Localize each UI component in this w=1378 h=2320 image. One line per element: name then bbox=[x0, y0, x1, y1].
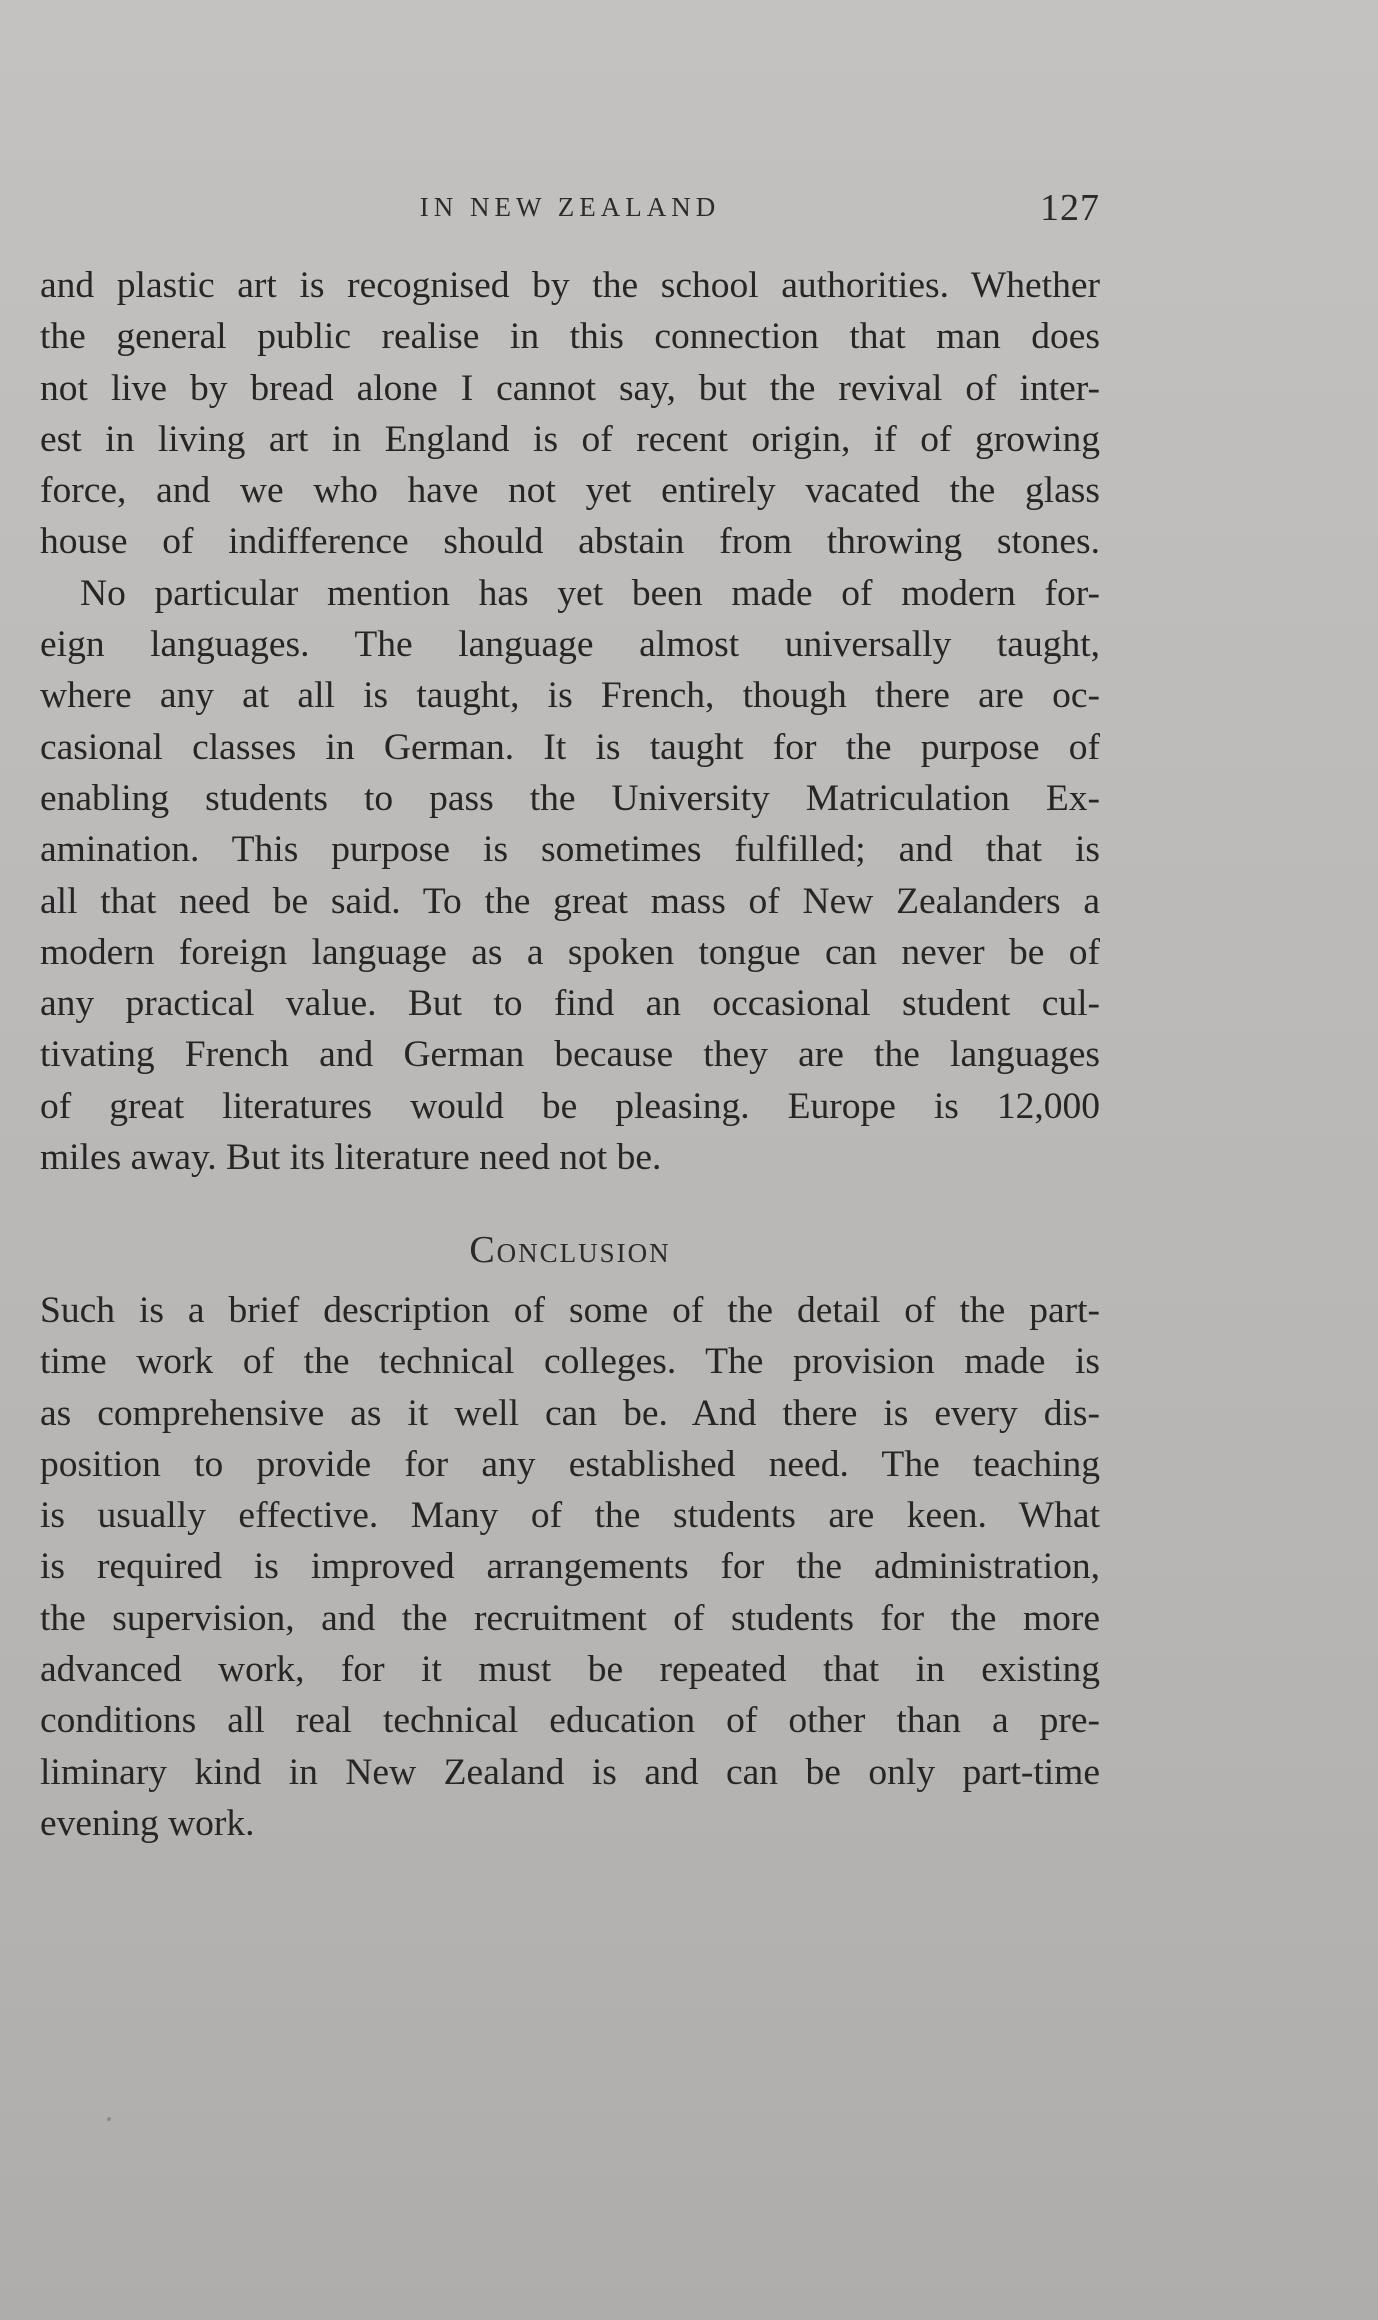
text-line: the supervision, and the recruitment of students for the more bbox=[40, 1597, 1100, 1639]
text-line: and plastic art is recognised by the school authorities. Whether bbox=[40, 265, 1100, 306]
text-line: position to provide for any established need. The teaching bbox=[40, 1443, 1100, 1485]
text-line: force, and we who have not yet entirely vacated the glass bbox=[40, 470, 1100, 512]
text-line: advanced work, for it must be repeated that in existing bbox=[40, 1649, 1100, 1691]
running-head bbox=[40, 186, 1100, 236]
text-line: is required is improved arrangements for the administration, bbox=[40, 1546, 1100, 1588]
text-line: is usually effective. Many of the students are keen. What bbox=[40, 1495, 1100, 1537]
text-line: time work of the technical colleges. The provision made is bbox=[40, 1341, 1100, 1383]
text-line: the general public realise in this connection that man does bbox=[40, 316, 1100, 358]
text-line: No particular mention has yet been made of modern for- bbox=[80, 572, 1100, 614]
text-line: liminary kind in New Zealand is and can be only part-time bbox=[40, 1751, 1100, 1793]
text-line: enabling students to pass the University Matriculation Ex- bbox=[40, 777, 1100, 819]
text-line: miles away. But its literature need not be. bbox=[40, 1137, 662, 1179]
text-line: not live by bread alone I cannot say, but the revival of inter- bbox=[40, 367, 1100, 409]
section-heading: Conclusion bbox=[469, 1229, 671, 1271]
text-line: conditions all real technical education of other than a pre- bbox=[40, 1700, 1100, 1742]
text-line: any practical value. But to find an occasional student cul- bbox=[40, 983, 1100, 1025]
text-line: evening work. bbox=[40, 1802, 255, 1844]
paper-speck bbox=[107, 2117, 111, 2121]
running-title: IN NEW ZEALAND bbox=[419, 192, 721, 222]
text-line: modern foreign language as a spoken tongue can never be of bbox=[40, 931, 1100, 973]
text-line: casional classes in German. It is taught for the purpose of bbox=[40, 726, 1100, 768]
paragraph-conclusion bbox=[40, 1285, 1100, 1849]
text-line: as comprehensive as it well can be. And there is every dis- bbox=[40, 1392, 1100, 1434]
paragraph-continuation bbox=[40, 260, 1100, 1183]
text-line: all that need be said. To the great mass of New Zealanders a bbox=[40, 880, 1100, 922]
text-line: tivating French and German because they are the languages bbox=[40, 1034, 1100, 1076]
text-line: est in living art in England is of recent origin, if of growing bbox=[40, 418, 1100, 460]
text-line: house of indifference should abstain from throwing stones. bbox=[40, 521, 1100, 563]
text-line: Such is a brief description of some of the detail of the part- bbox=[40, 1290, 1100, 1331]
page-number: 127 bbox=[1040, 187, 1100, 229]
text-line: where any at all is taught, is French, though there are oc- bbox=[40, 675, 1100, 717]
text-line: of great literatures would be pleasing. Europe is 12,000 bbox=[40, 1085, 1100, 1127]
text-line: eign languages. The language almost universally taught, bbox=[40, 624, 1100, 666]
text-line: amination. This purpose is sometimes fulfilled; and that is bbox=[40, 829, 1100, 871]
